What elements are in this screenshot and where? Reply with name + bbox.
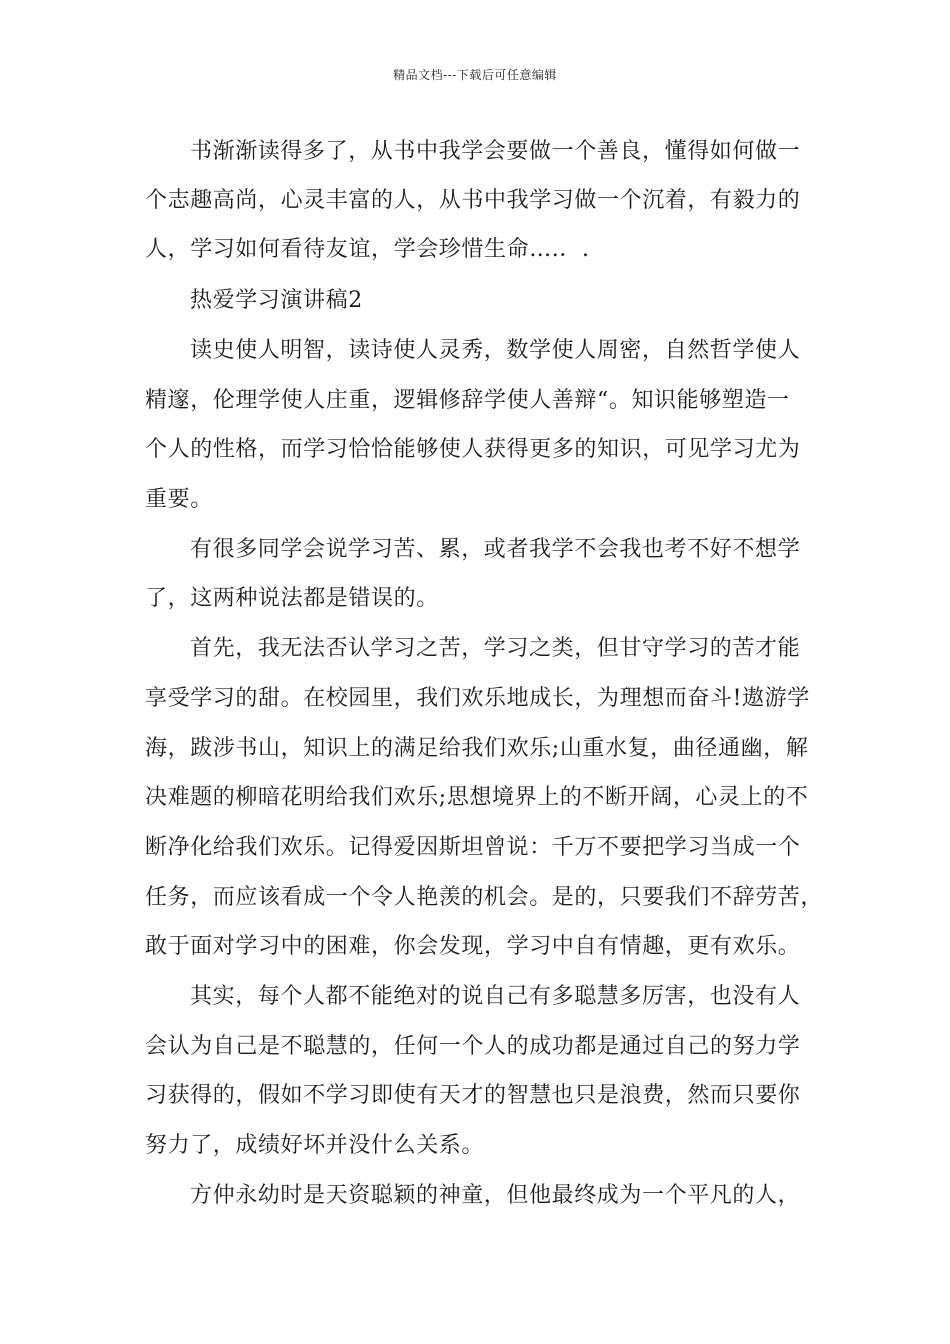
- text-line: 有很多同学会说学习苦、累，或者我学不会我也考不好不想学: [190, 537, 801, 562]
- text-line: 重要。: [145, 487, 213, 512]
- section-title: 热爱学习演讲稿2: [190, 288, 363, 313]
- text-line: 首先，我无法否认学习之苦，学习之类，但甘守学习的苦才能: [190, 636, 801, 661]
- text-line: 精邃，伦理学使人庄重，逻辑修辞学使人善辩“。知识能够塑造一: [145, 388, 790, 413]
- text-line: 海，跋涉书山，知识上的满足给我们欢乐;山重水复，曲径通幽，解: [145, 736, 809, 761]
- text-line: 个人的性格，而学习恰恰能够使人获得更多的知识，可见学习尤为: [145, 437, 801, 462]
- text-line: 读史使人明智，读诗使人灵秀，数学使人周密，自然哲学使人: [190, 338, 801, 363]
- text-line: 其实，每个人都不能绝对的说自己有多聪慧多厉害，也没有人: [190, 984, 801, 1009]
- text-line: 决难题的柳暗花明给我们欢乐;思想境界上的不断开阔，心灵上的不: [145, 785, 809, 810]
- text-line: 书渐渐读得多了，从书中我学会要做一个善良，懂得如何做一: [190, 139, 801, 164]
- text-line: 享受学习的甜。在校园里，我们欢乐地成长，为理想而奋斗!遨游学: [145, 686, 810, 711]
- text-line: 个志趣高尚，心灵丰富的人，从书中我学习做一个沉着，有毅力的: [145, 188, 801, 213]
- text-line: 会认为自己是不聪慧的，任何一个人的成功都是通过自己的努力学: [145, 1034, 801, 1059]
- text-line: 方仲永幼时是天资聪颖的神童，但他最终成为一个平凡的人，: [190, 1183, 801, 1208]
- text-line: 敢于面对学习中的困难，你会发现，学习中自有情趣，更有欢乐。: [145, 934, 801, 959]
- text-line: 任务，而应该看成一个令人艳羡的机会。是的，只要我们不辞劳苦，: [145, 885, 824, 910]
- page-header: 精品文档---下载后可任意编辑: [393, 68, 557, 82]
- text-line: 努力了，成绩好坏并没什么关系。: [145, 1133, 485, 1158]
- text-line: 了，这两种说法都是错误的。: [145, 586, 439, 611]
- text-line: 断净化给我们欢乐。记得爱因斯坦曾说：千万不要把学习当成一个: [145, 835, 801, 860]
- text-line: 人，学习如何看待友谊，学会珍惜生命….．.: [145, 237, 590, 262]
- text-line: 习获得的，假如不学习即使有天才的智慧也只是浪费，然而只要你: [145, 1083, 801, 1108]
